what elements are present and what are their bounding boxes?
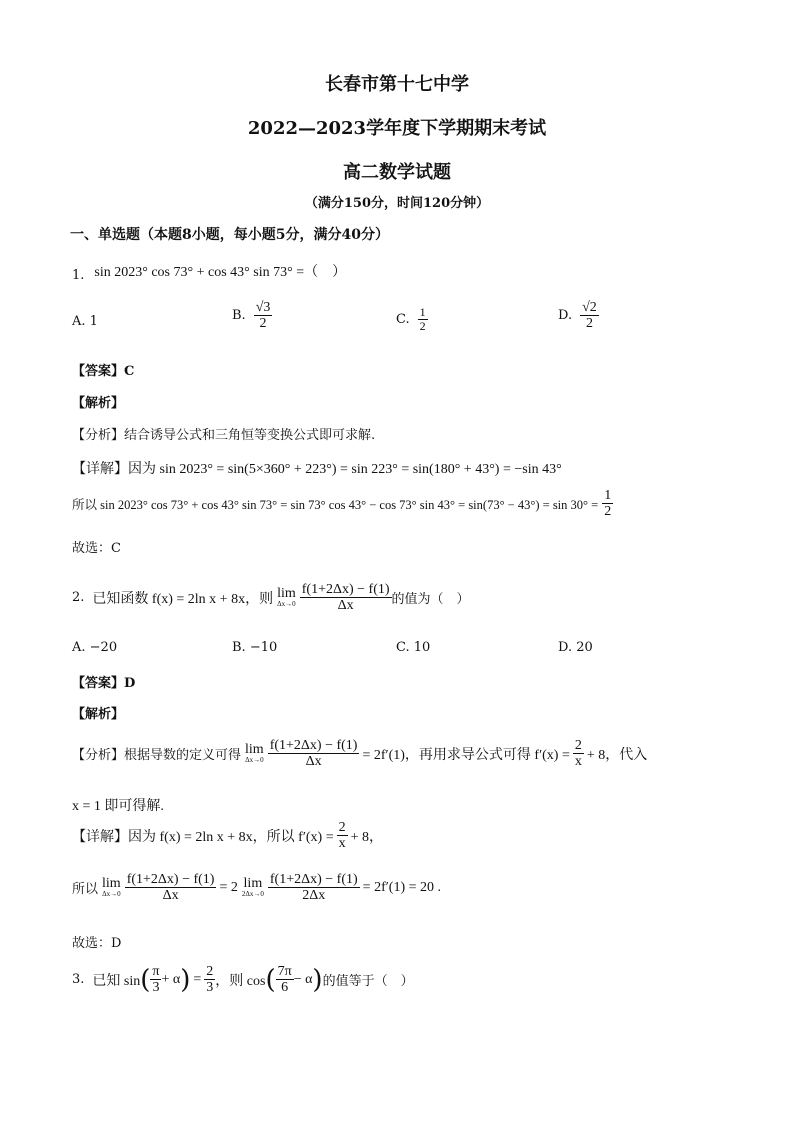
paren-open: ( bbox=[140, 964, 151, 995]
question-stem: 已知函数 f(x) = 2ln x + 8x，则 bbox=[92, 591, 274, 607]
fraction bbox=[337, 820, 348, 852]
question-stem: 已知 sin bbox=[92, 973, 141, 989]
limit-operator bbox=[102, 877, 121, 898]
fraction bbox=[125, 872, 217, 904]
fraction bbox=[580, 300, 599, 332]
limit-operator bbox=[277, 587, 296, 608]
detail-result bbox=[72, 872, 441, 904]
option-label: B. bbox=[232, 308, 246, 324]
fraction bbox=[418, 306, 428, 333]
numerator: f(1+2Δx) − f(1) bbox=[269, 738, 358, 753]
question-1 bbox=[72, 258, 346, 283]
limit-operator bbox=[242, 877, 264, 898]
option-c[interactable]: C. 10 bbox=[396, 640, 431, 655]
denominator: 3 bbox=[206, 980, 214, 996]
expression: + α bbox=[161, 971, 181, 987]
question-number: 1. bbox=[72, 268, 85, 283]
fraction bbox=[204, 964, 215, 996]
fraction bbox=[300, 582, 392, 614]
option-label: D. bbox=[558, 308, 573, 324]
detail-text: = 2f′(1) = 20 . bbox=[362, 879, 442, 895]
question-number: 2. bbox=[72, 590, 85, 606]
school-title: 长春市第十七中学 bbox=[325, 74, 469, 95]
detail-line bbox=[72, 820, 383, 852]
limit-operator bbox=[245, 743, 264, 764]
lim-subscript: Δx→0 bbox=[277, 600, 296, 609]
lim-text: lim bbox=[245, 742, 264, 758]
detail-text: + 8， bbox=[350, 829, 384, 845]
section-title: 一、单选题（本题8小题，每小题5分，满分40分） bbox=[70, 227, 389, 243]
choice-line: 故选：C bbox=[72, 541, 121, 556]
analysis-summary: 【分析】结合诱导公式和三角恒等变换公式即可求解. bbox=[72, 428, 376, 443]
detail-result bbox=[72, 488, 613, 520]
fraction bbox=[276, 964, 294, 996]
denominator: 2Δx bbox=[302, 888, 326, 904]
question-number: 3. bbox=[72, 972, 85, 988]
denominator: 3 bbox=[152, 980, 160, 996]
denominator: Δx bbox=[305, 754, 322, 770]
fraction bbox=[573, 738, 584, 770]
question-3 bbox=[72, 964, 414, 996]
expression: − α bbox=[293, 971, 313, 987]
lim-text: lim bbox=[243, 876, 263, 892]
fraction bbox=[602, 488, 613, 520]
question-stem: sin 2023° cos 73° + cos 43° sin 73° =（ ） bbox=[94, 264, 347, 280]
numerator: f(1+2Δx) − f(1) bbox=[301, 582, 390, 597]
lim-subscript: 2Δx→0 bbox=[241, 890, 264, 899]
denominator: Δx bbox=[162, 888, 179, 904]
numerator: 2 bbox=[206, 964, 214, 979]
option-a[interactable]: A. −20 bbox=[72, 640, 118, 655]
subject-title: 高二数学试题 bbox=[343, 162, 451, 183]
summary-text: = 2f′(1)，再用求导公式可得 f′(x) = bbox=[362, 747, 570, 763]
denominator: 2 bbox=[259, 316, 267, 332]
detail-text: = 2 bbox=[219, 879, 238, 895]
numerator: √2 bbox=[582, 300, 597, 315]
option-label: C. bbox=[396, 312, 410, 328]
question-suffix: 的值为（ ） bbox=[391, 592, 470, 608]
denominator: 2 bbox=[585, 316, 593, 332]
detail-text: 所以 bbox=[72, 882, 99, 898]
lim-text: lim bbox=[277, 586, 296, 602]
lim-text: lim bbox=[102, 876, 121, 892]
answer-label: 【答案】D bbox=[72, 676, 136, 691]
summary-text: 【分析】根据导数的定义可得 bbox=[72, 748, 242, 764]
numerator: √3 bbox=[255, 300, 271, 315]
analysis-label: 【解析】 bbox=[72, 707, 125, 722]
numerator: 1 bbox=[604, 488, 612, 503]
exam-meta: （满分150分，时间120分钟） bbox=[304, 196, 490, 211]
answer-label: 【答案】C bbox=[72, 364, 135, 379]
numerator: 7π bbox=[277, 964, 292, 979]
denominator: x bbox=[338, 836, 346, 852]
fraction bbox=[268, 872, 360, 904]
fraction bbox=[268, 738, 360, 770]
denominator: x bbox=[574, 754, 582, 770]
detail-text: 【详解】因为 f(x) = 2ln x + 8x，所以 f′(x) = bbox=[72, 829, 334, 845]
numerator: 2 bbox=[574, 738, 582, 753]
numerator: f(1+2Δx) − f(1) bbox=[269, 872, 358, 887]
denominator: 6 bbox=[281, 980, 289, 996]
choice-line: 故选：D bbox=[72, 936, 122, 951]
lim-subscript: Δx→0 bbox=[245, 756, 264, 765]
equals: = bbox=[193, 971, 202, 987]
paren-close: ) bbox=[312, 964, 323, 995]
summary-text: + 8，代入 bbox=[586, 747, 648, 763]
denominator: Δx bbox=[337, 598, 354, 614]
option-d[interactable]: D. 20 bbox=[558, 640, 593, 655]
analysis-summary-line2: x = 1 即可得解. bbox=[72, 799, 164, 814]
question-2 bbox=[72, 582, 470, 614]
option-a[interactable]: A. 1 bbox=[72, 314, 98, 329]
numerator: 2 bbox=[338, 820, 346, 835]
detail-line: 【详解】因为 sin 2023° = sin(5×360° + 223°) = sin 223° = sin(180° + 43°) = −sin 43° bbox=[72, 462, 562, 477]
numerator: π bbox=[152, 964, 160, 979]
fraction bbox=[150, 964, 161, 996]
numerator: f(1+2Δx) − f(1) bbox=[126, 872, 215, 887]
paren-open: ( bbox=[265, 964, 276, 995]
fraction bbox=[254, 300, 273, 332]
numerator: 1 bbox=[419, 305, 426, 319]
lim-subscript: Δx→0 bbox=[102, 890, 121, 899]
option-b[interactable] bbox=[232, 300, 272, 332]
option-b[interactable]: B. −10 bbox=[232, 640, 278, 655]
analysis-label: 【解析】 bbox=[72, 396, 125, 411]
exam-title: 2022—2023学年度下学期期末考试 bbox=[247, 118, 547, 139]
analysis-summary bbox=[72, 738, 647, 770]
denominator: 2 bbox=[419, 319, 426, 334]
question-stem: ，则 cos bbox=[215, 973, 266, 989]
paren-close: ) bbox=[180, 964, 191, 995]
denominator: 2 bbox=[604, 504, 612, 520]
option-d[interactable] bbox=[558, 300, 599, 332]
option-c[interactable] bbox=[396, 306, 428, 333]
question-suffix: 的值等于（ ） bbox=[322, 974, 414, 990]
result-expression: 所以 sin 2023° cos 73° + cos 43° sin 73° = sin 73° cos 43° − cos 73° sin 43° = sin(73° − 43°) = sin 30° = bbox=[72, 497, 599, 512]
